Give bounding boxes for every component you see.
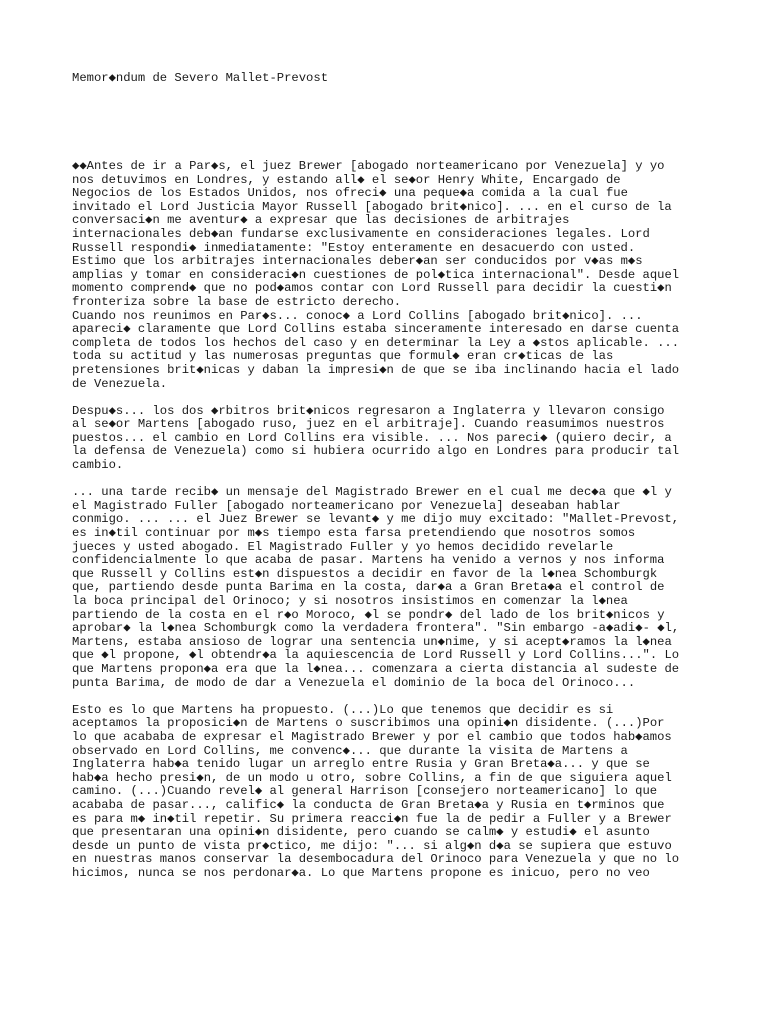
text-line: lo que acababa de expresar el Magistrado Brewer y por el cambio que todos hab◆amos	[72, 729, 672, 744]
text-line: aprobar◆ la l◆nea Schomburgk como la verdadera frontera". "Sin embargo -a◆adi◆- ◆l,	[72, 621, 680, 636]
text-line: que presentaran una opini◆n disidente, pero cuando se calm◆ y estudi◆ el asunto	[72, 825, 650, 840]
text-line: que Martens propon◆a era que la l◆nea... comenzara a cierta distancia al sudeste de	[72, 661, 680, 676]
text-line: Inglaterra hab◆a tenido lugar un arreglo entre Rusia y Gran Breta◆a... y que se	[72, 757, 650, 772]
text-line: Estimo que los arbitrajes internacionales deber◆an ser conducidos por v◆as m◆s	[72, 254, 643, 269]
text-line: completa de todos los hechos del caso y en determinar la Ley a ◆stos aplicable. ...	[72, 335, 680, 350]
text-line: pretensiones brit◆nicas y daban la impresi◆n de que se iba inclinando hacia el lado	[72, 362, 680, 377]
text-line: en nuestras manos conservar la desembocadura del Orinoco para Venezuela y que no lo	[72, 852, 680, 867]
document-title: Memor◆ndum de Severo Mallet-Prevost	[72, 71, 329, 85]
text-line: conmigo. ... ... el Juez Brewer se levant◆ y me dijo muy excitado: "Mallet-Prevost,	[72, 512, 680, 527]
text-line: jueces y usted abogado. El Magistrado Fuller y yo hemos decidido revelarle	[72, 539, 614, 554]
paragraph	[72, 405, 712, 473]
text-line: ... una tarde recib◆ un mensaje del Magistrado Brewer en el cual me dec◆a que ◆l y	[72, 485, 672, 500]
text-line: la boca principal del Orinoco; y si nosotros insistimos en comenzar la l◆nea	[72, 594, 628, 608]
document-body	[72, 160, 712, 894]
text-line: toda su actitud y las numerosas preguntas que formul◆ eran cr◆ticas de las	[72, 349, 614, 364]
text-line: punta Barima, de modo de dar a Venezuela el dominio de la boca del Orinoco...	[72, 675, 636, 690]
text-line: la defensa de Venezuela) como si hubiera ocurrido algo en Londres para producir tal	[72, 444, 680, 459]
text-line: al se◆or Martens [abogado ruso, juez en el arbitraje]. Cuando reasumimos nuestros	[72, 417, 665, 432]
text-line: aceptamos la proposici◆n de Martens o suscribimos una opini◆n disidente. (...)Por	[72, 716, 665, 731]
text-line: invitado el Lord Justicia Mayor Russell [abogado brit◆nico]. ... en el curso de la	[72, 199, 672, 214]
text-line: momento comprend◆ que no pod◆amos contar con Lord Russell para decidir la cuesti◆n	[72, 281, 672, 296]
text-line: amplias y tomar en consideraci◆n cuestiones de pol◆tica internacional". Desde aquel	[72, 267, 680, 282]
text-line: fronteriza sobre la base de estricto derecho.	[72, 294, 402, 309]
text-line: que, partiendo desde punta Barima en la costa, dar◆a a Gran Breta◆a el control de	[72, 580, 665, 595]
text-line: ◆◆Antes de ir a Par◆s, el juez Brewer [abogado norteamericano por Venezuela] y yo	[72, 159, 665, 173]
text-line: Negocios de los Estados Unidos, nos ofreci◆ una peque◆a comida a la cual fue	[72, 186, 628, 201]
text-line: puestos... el cambio en Lord Collins era visible. ... Nos pareci◆ (quiero decir, a	[72, 430, 672, 445]
text-line: Despu◆s... los dos ◆rbitros brit◆nicos regresaron a Inglaterra y llevaron consigo	[72, 403, 665, 418]
text-line: nos detuvimos en Londres, y estando all◆ el se◆or Henry White, Encargado de	[72, 172, 621, 187]
text-line: de Venezuela.	[72, 376, 168, 391]
text-line: Esto es lo que Martens ha propuesto. (...)Lo que tenemos que decidir es si	[72, 702, 614, 717]
text-line: desde un punto de vista pr◆ctico, me dijo: "... si alg◆n d◆a se supiera que estuvo	[72, 838, 672, 853]
paragraph	[72, 486, 712, 690]
text-line: hicimos, nunca se nos perdonar◆a. Lo que Martens propone es inicuo, pero no veo	[72, 865, 650, 880]
paragraph	[72, 704, 712, 881]
text-line: es para m◆ in◆til repetir. Su primera reacci◆n fue la de pedir a Fuller y a Brewer	[72, 811, 672, 826]
text-line: acababa de pasar..., calific◆ la conducta de Gran Breta◆a y Rusia en t◆rminos que	[72, 797, 665, 812]
text-line: partiendo de la costa en el r◆o Moroco, ◆l se pondr◆ del lado de los brit◆nicos y	[72, 607, 665, 622]
text-line: el Magistrado Fuller [abogado norteamericano por Venezuela] deseaban hablar	[72, 498, 621, 513]
text-line: Russell respondi◆ inmediatamente: "Estoy enteramente en desacuerdo con usted.	[72, 240, 636, 255]
paragraph	[72, 160, 712, 391]
text-line: camino. (...)Cuando revel◆ al general Harrison [consejero norteamericano] lo que	[72, 784, 658, 799]
text-line: Martens, estaba ansioso de lograr una sentencia un◆nime, y si acept◆ramos la l◆nea	[72, 634, 672, 649]
text-line: conversaci◆n me aventur◆ a expresar que las decisiones de arbitrajes	[72, 213, 570, 228]
text-line: observado en Lord Collins, me convenc◆... que durante la visita de Martens a	[72, 743, 628, 758]
text-line: es in◆til continuar por m◆s tiempo esta farsa pretendiendo que nosotros somos	[72, 526, 636, 541]
text-line: que ◆l propone, ◆l obtendr◆a la aquiescencia de Lord Russell y Lord Collins...". Lo	[72, 648, 680, 663]
text-line: confidencialmente lo que acaba de pasar. Martens ha venido a vernos y nos informa	[72, 553, 665, 568]
text-line: apareci◆ claramente que Lord Collins estaba sinceramente interesado en darse cuenta	[72, 322, 680, 337]
text-line: internacionales deb◆an fundarse exclusivamente en consideraciones legales. Lord	[72, 226, 650, 241]
text-line: Cuando nos reunimos en Par◆s... conoc◆ a Lord Collins [abogado brit◆nico]. ...	[72, 308, 643, 323]
text-line: cambio.	[72, 458, 124, 473]
document-page	[72, 71, 712, 880]
text-line: hab◆a hecho presi◆n, de un modo u otro, sobre Collins, a fin de que siguiera aquel	[72, 770, 672, 785]
text-line: que Russell y Collins est◆n dispuestos a decidir en favor de la l◆nea Schomburgk	[72, 566, 658, 581]
